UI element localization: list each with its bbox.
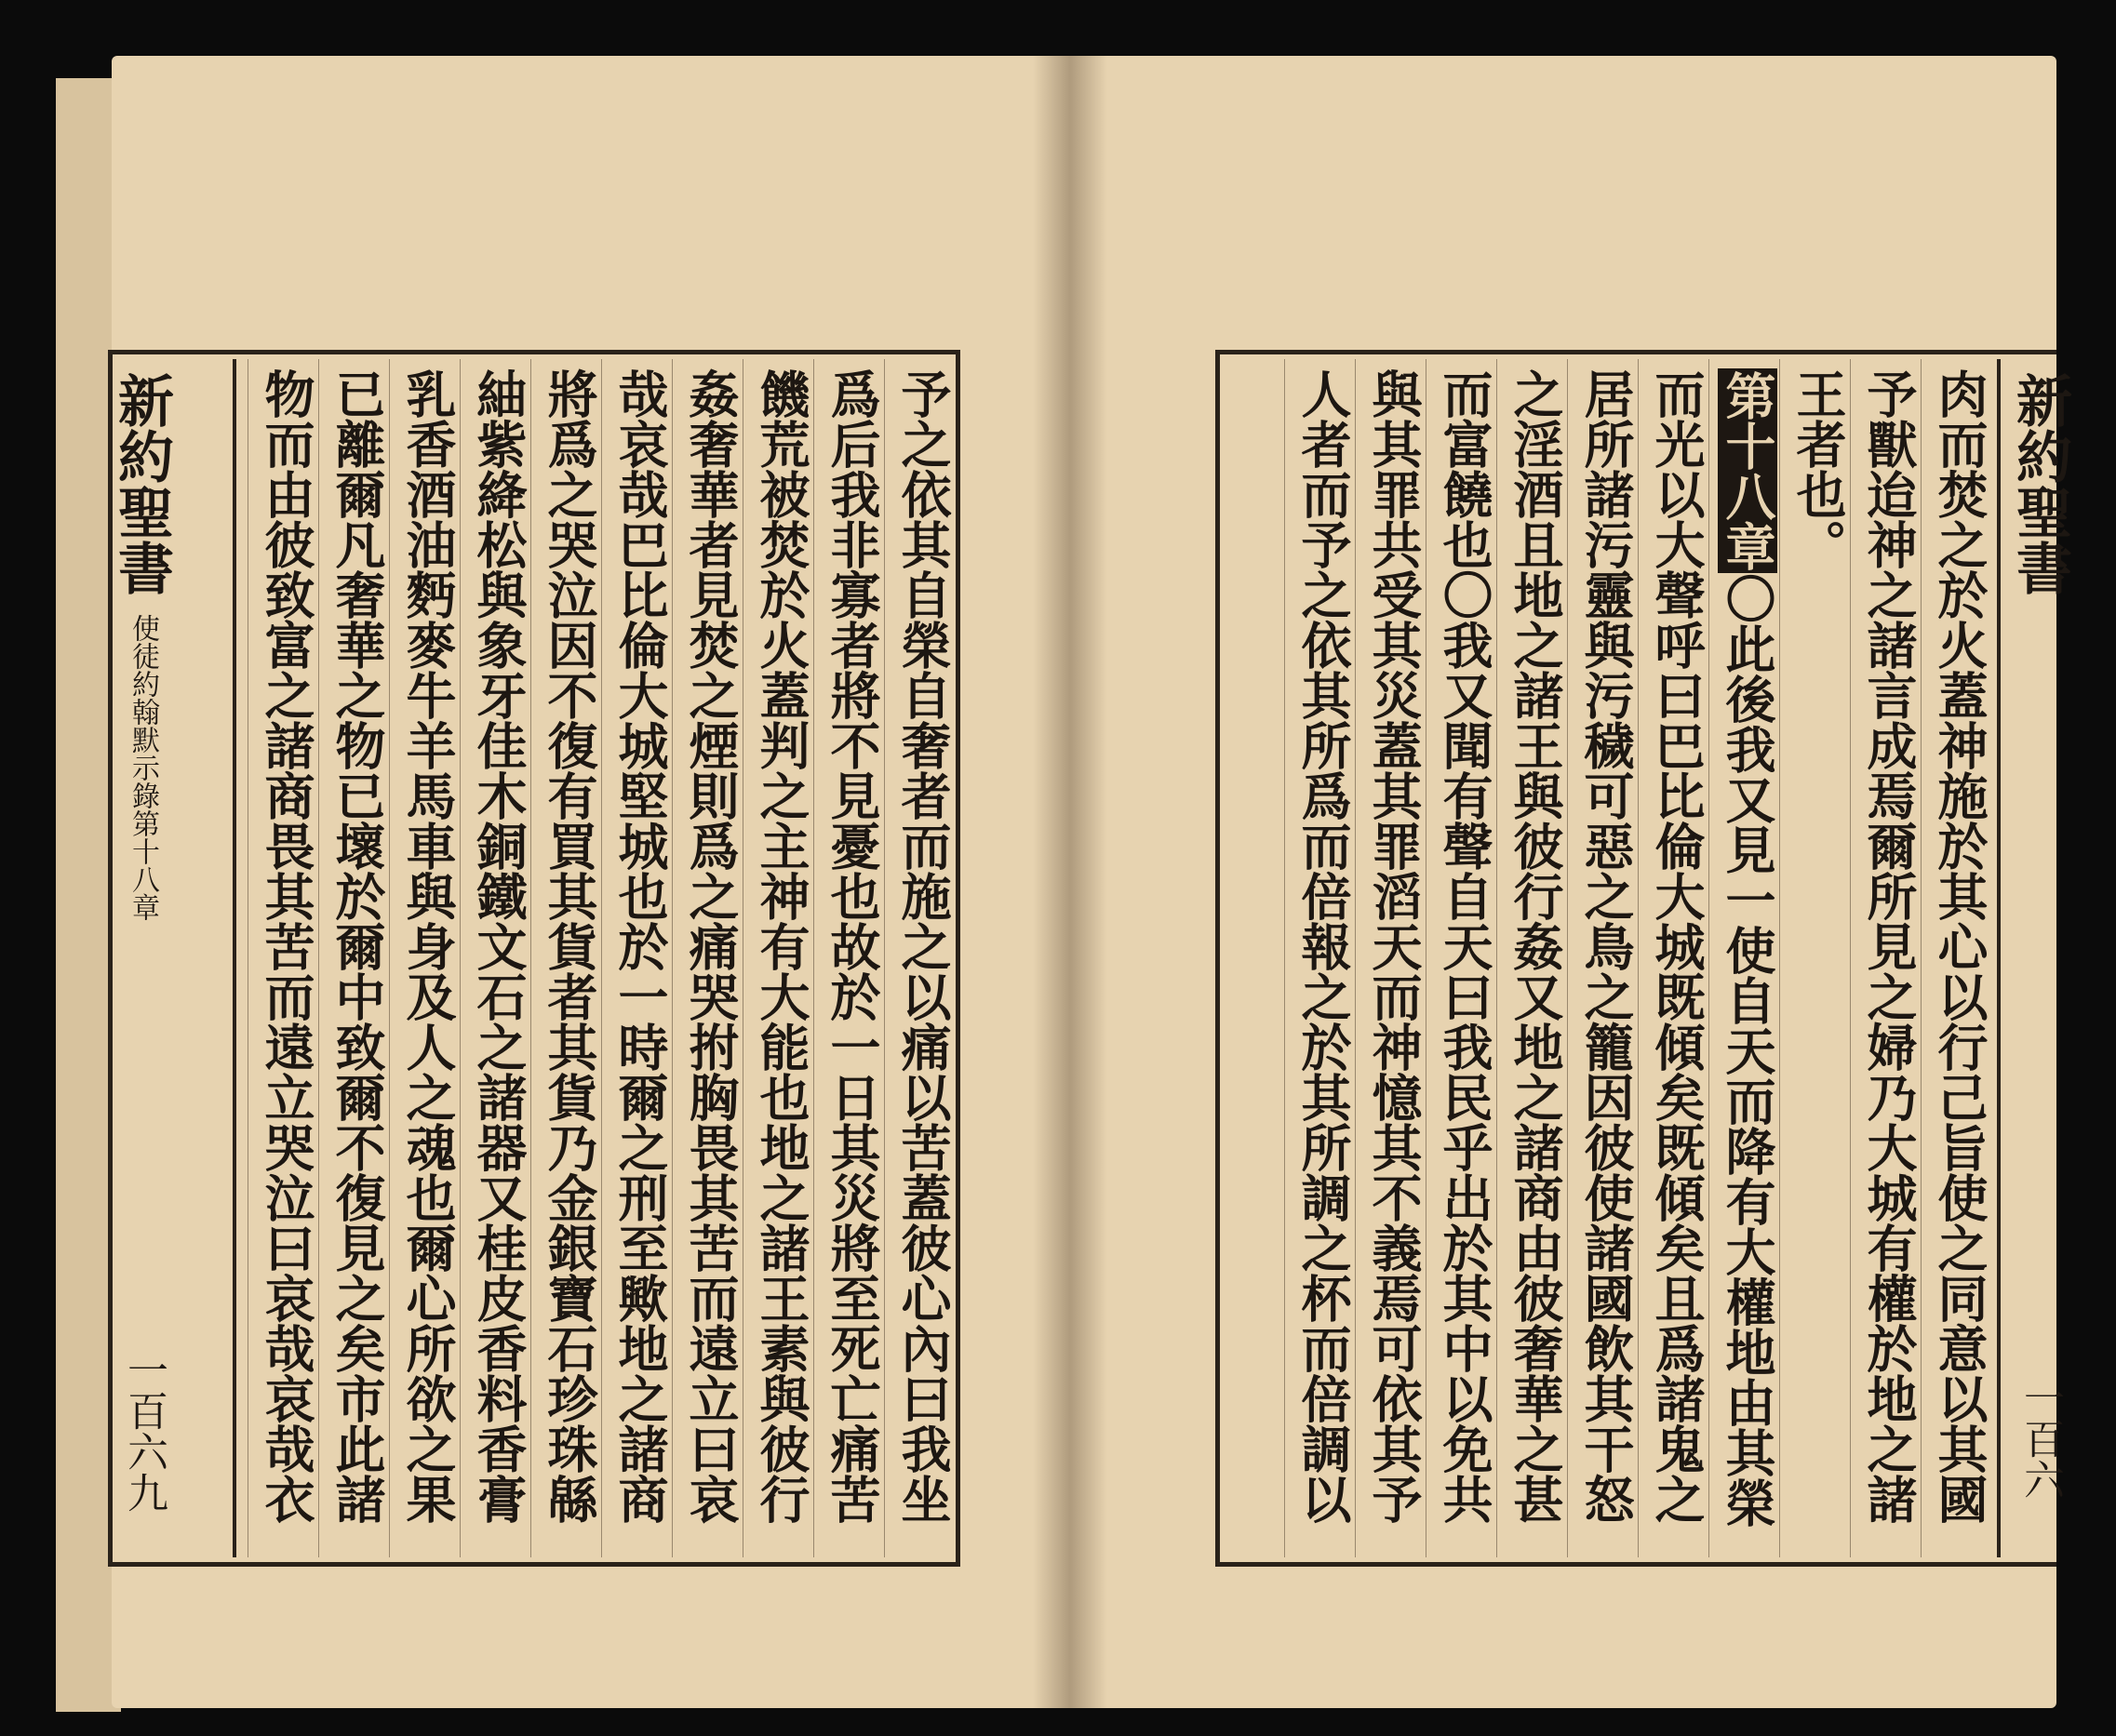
left-column-rule: [672, 359, 673, 1557]
right-column-rule: [1779, 359, 1780, 1557]
left-column-8: 乳香酒油麪麥牛羊馬車與身及人之魂也爾心所欲之果: [398, 368, 458, 1524]
left-column-9: 已離爾凡奢華之物已壞於爾中致爾不復見之矣市此諸: [328, 368, 387, 1524]
left-column-rule: [884, 359, 885, 1557]
right-column-rule: [1496, 359, 1497, 1557]
right-column-7: 之淫酒且地之諸王與彼行姦又地之諸商由彼奢華之甚: [1506, 368, 1565, 1524]
left-column-5: 哉哀哉巴比倫大城堅城也於一時爾之刑至歟地之諸商: [610, 368, 670, 1524]
left-column-4: 姦奢華者見焚之煙則爲之痛哭拊胸畏其苦而遠立曰哀: [681, 368, 741, 1524]
left-column-10: 物而由彼致富之諸商畏其苦而遠立哭泣曰哀哉哀哉衣: [257, 368, 316, 1524]
right-column-9: 與其罪共受其災蓋其罪滔天而神憶其不義焉可依其予: [1364, 368, 1424, 1524]
left-margin-divider: [233, 359, 236, 1557]
right-column-rule: [1850, 359, 1851, 1557]
right-column-6: 居所諸污靈與污穢可惡之鳥之籠因彼使諸國飲其干怒: [1576, 368, 1636, 1524]
left-column-rule: [460, 359, 461, 1557]
right-column-rule: [1355, 359, 1356, 1557]
right-column-rule: [1567, 359, 1568, 1557]
left-margin-title: 新約聖書: [109, 372, 174, 595]
left-column-rule: [813, 359, 814, 1557]
right-column-8: 而富饒也〇我又聞有聲自天曰我民乎出於其中以免共: [1435, 368, 1494, 1524]
gutter-shadow: [1033, 56, 1107, 1708]
left-margin-page-number: 一百六九: [120, 1349, 167, 1513]
left-column-1: 予之依其自榮自奢者而施之以痛以苦蓋彼心內曰我坐: [893, 368, 953, 1524]
left-margin-subtitle: 使徒約翰默示錄第十八章: [127, 614, 159, 921]
chapter-column-text: 〇此後我又見一使自天而降有大權地由其榮: [1718, 573, 1777, 1528]
right-column-3: 王者也。: [1788, 368, 1848, 569]
right-column-chapter: [1714, 368, 1781, 1528]
left-column-rule: [389, 359, 390, 1557]
left-column-rule: [601, 359, 602, 1557]
right-column-rule: [1708, 359, 1709, 1557]
left-column-rule: [530, 359, 531, 1557]
left-column-2: 爲后我非寡者將不見憂也故於一日其災將至死亡痛苦: [823, 368, 882, 1524]
right-column-rule: [1921, 359, 1922, 1557]
left-column-rule: [318, 359, 319, 1557]
right-column-rule: [1638, 359, 1639, 1557]
right-margin-title: 新約聖書: [2007, 372, 2072, 595]
right-column-1: 肉而焚之於火蓋神施於其心以行己旨使之同意以其國: [1930, 368, 1989, 1524]
right-column-5: 而光以大聲呼曰巴比倫大城既傾矣既傾矣且爲諸鬼之: [1647, 368, 1707, 1524]
right-column-10: 人者而予之依其所爲而倍報之於其所調之杯而倍調以: [1293, 368, 1353, 1524]
right-margin-page-number: 一百六: [2016, 1377, 2064, 1500]
chapter-label: 第十八章: [1718, 370, 1777, 571]
right-margin-divider: [1997, 359, 2001, 1557]
left-column-6: 將爲之哭泣因不復有買其貨者其貨乃金銀寶石珍珠緜: [540, 368, 599, 1524]
right-column-rule: [1284, 359, 1285, 1557]
left-column-7: 紬紫絳松與象牙佳木銅鐵文石之諸器又桂皮香料香膏: [469, 368, 529, 1524]
right-column-2: 予獸迨神之諸言成焉爾所見之婦乃大城有權於地之諸: [1859, 368, 1919, 1524]
left-column-3: 饑荒被焚於火蓋判之主神有大能也地之諸王素與彼行: [752, 368, 811, 1524]
